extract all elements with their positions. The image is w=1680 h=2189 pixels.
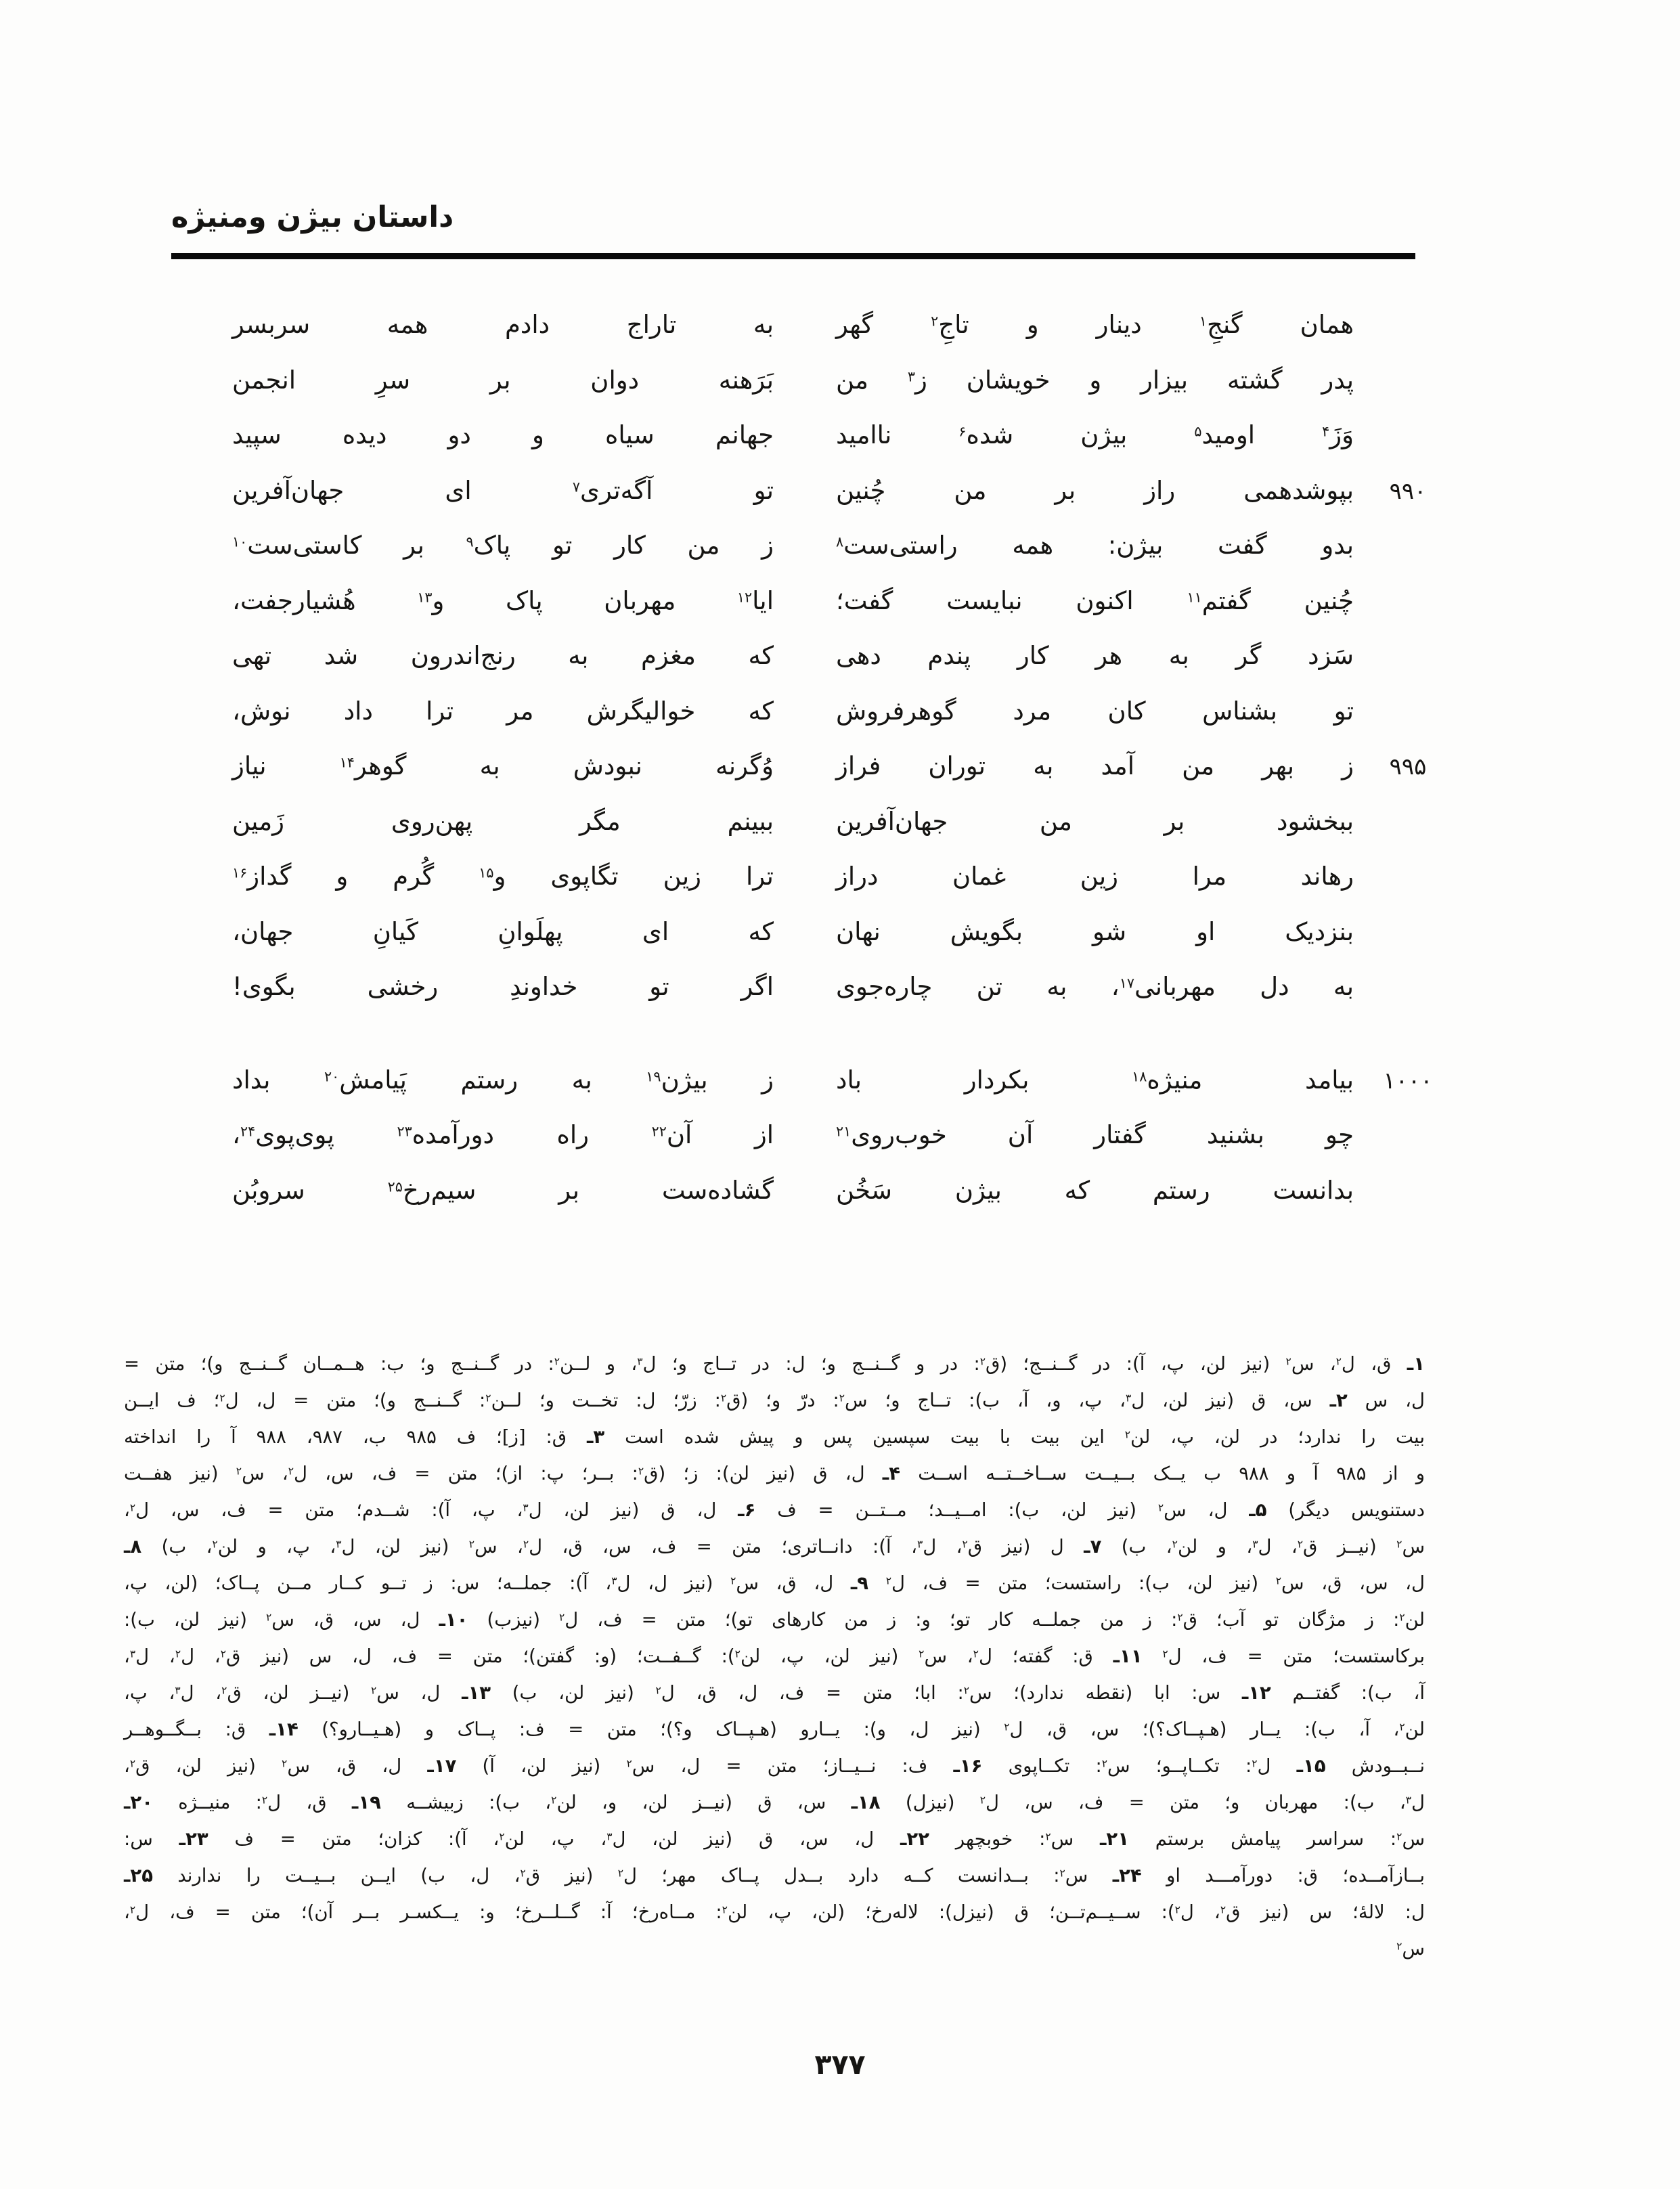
hemistich-second: وُگرنه نبودش به گوهر$^{۱۴}$ نیاز: [232, 751, 774, 780]
footnote-line: ۱ـ ق، ل$^۲$، س$^۲$ (نیز لن، پ، آ): در گــنــج؛ (ق$^۲$: در و گــنــج و؛ ل: در تــاج و؛ ل$^۳$، و لــن$^۲$: در گــنــج و؛ ب: هــمــان گــنــج و)؛ متن =: [124, 1353, 1425, 1375]
hemistich-first: چو بشنید گفتار آن خوب‌روی$^{۲۱}$: [836, 1120, 1354, 1149]
verse-row: [218, 692, 1462, 730]
verse-row: [218, 306, 1462, 344]
hemistich-second: بَرَهنه دوان بر سرِ انجمن: [232, 365, 774, 395]
verse-number: ۱۰۰۰: [1383, 1067, 1433, 1094]
hemistich-first: چُنین گفتم$^{۱۱}$ اکنون نبایست گفت؛: [836, 585, 1354, 615]
hemistich-first: وَزَ$^۴$ اومید$^۵$ بیژن شده$^۶$ ناامید: [836, 420, 1354, 449]
hemistich-first: بپوشدهمی راز بر من چُنین: [836, 475, 1354, 505]
footnote-line: نــبــودش ۱۵ـ ل$^۲$: تکــاپــو؛ س$^۲$: تکــاپوی ۱۶ـ ف: نــیــاز؛ متن = ل، س$^۲$ (نیز لن، آ) ۱۷ـ ل، ق، س$^۲$ (نیز لن، ق$^۲$،: [124, 1755, 1425, 1777]
hemistich-first: به دل مهربانی$^{۱۷}$، به تن چاره‌جوی: [836, 972, 1354, 1001]
hemistich-first: ز بهر من آمد به توران فراز: [836, 751, 1354, 780]
page-title: داستان بیژن ومنیژه: [171, 200, 454, 234]
footnote-line: بیت را ندارد؛ در لن، پ، لن$^۲$ این بیت با بیت سپسین پس و پیش شده است ۳ـ ق: [ز]؛ ف ۹۸۵ ب، ۹۸۷، ۹۸۸ آ را انداخته: [124, 1426, 1425, 1448]
hemistich-second: ترا زین تگاپوی و$^{۱۵}$ گُرم و گداز$^{۱۶}$: [232, 862, 774, 891]
footnote-line: و از ۹۸۵ آ و ۹۸۸ ب یــک بــیــت ســاخــتــه اســت ۴ـ ل، ق (نیز لن): ز؛ (ق$^۲$: بــر؛ پ: از)؛ متن = ف، س، ل$^۲$، س$^۲$ (نیز هفــت: [124, 1463, 1425, 1484]
hemistich-first: پدر گشته بیزار و خویشان ز$^۳$ من: [836, 365, 1354, 395]
verse-row: [218, 1172, 1462, 1210]
hemistich-second: که مغزم به رنج‌اندرون شد تهی: [232, 641, 774, 670]
hemistich-first: همان گنجِ$^۱$ دینار و تاجِ$^۲$ گهر: [836, 310, 1354, 339]
hemistich-first: رهاند مرا زین غمان دراز: [836, 862, 1354, 891]
verse-row: [218, 416, 1462, 454]
hemistich-first: ببخشود بر من جهان‌آفرین: [836, 806, 1354, 836]
verse-row: [218, 747, 1462, 785]
footnote-line: ل، س ۲ـ س، ق (نیز لن، ل$^۳$، پ، و، آ، ب): تــاج و؛ س$^۲$: درّ و؛ (ق$^۲$: زرّ؛ ل: تخــت و؛ لــن$^۲$: گــنــج و)؛ متن = ل، ل$^۲$؛ ف ایــن: [124, 1390, 1425, 1411]
hemistich-second: از آن$^{۲۲}$ راه دورآمده$^{۲۳}$ پوی‌پوی$^{۲۴}$،: [232, 1120, 774, 1149]
header-rule: [171, 253, 1415, 259]
hemistich-second: به تاراج دادم همه سربسر: [232, 310, 774, 339]
verse-number: ۹۹۰: [1389, 477, 1427, 505]
footnote-line: س$^۲$: [1396, 1938, 1425, 1960]
verse-row: [218, 527, 1462, 565]
hemistich-second: گشاده‌ست بر سیم‌رخ$^{۲۵}$ سروبُن: [232, 1175, 774, 1205]
footnote-line: س$^۲$: سراسر پیامش برستم ۲۱ـ س$^۲$: خوبچهر ۲۲ـ ل، س، ق (نیز لن، ل$^۳$، پ، لن$^۲$، آ): کزان؛ متن = ف ۲۳ـ س:: [124, 1828, 1425, 1850]
hemistich-first: بیامد منیژه$^{۱۸}$ بکردار باد: [836, 1065, 1354, 1094]
hemistich-second: اگر تو خداوندِ رخشی بگوی!: [232, 972, 774, 1001]
footnote-line: ل، س، ق، س$^۲$ (نیز لن، ب): راستست؛ متن = ف، ل$^۲$ ۹ـ ل، ق، س$^۲$ (نیز ل، ل$^۳$، آ): جملــه؛ س: ز تــو کــار مــن پــاک؛ (لن، پ،: [124, 1572, 1425, 1594]
footnote-line: ل$^۳$، ب): مهربان و؛ متن = ف، س، ل$^۲$ (نیزل) ۱۸ـ س، ق (نیــز لن، و، لن$^۲$، ب): زبیشــه ۱۹ـ ق، ل$^۲$: منیــژه ۲۰ـ: [124, 1792, 1425, 1813]
hemistich-second: ز بیژن$^{۱۹}$ به رستم پَیامش$^{۲۰}$ بداد: [232, 1065, 774, 1094]
footnote-line: لن$^۲$، آ، ب): یــار (هـپــاک؟)؛ س، ق، ل$^۲$ (نیز ل، و): یــارو (هـپــاک و؟)؛ متن = ف: پــاک و (هـیــارو؟) ۱۴ـ ق: بــگــوهــر: [124, 1719, 1425, 1740]
page-number: ۳۷۷: [814, 2048, 866, 2081]
verse-number: ۹۹۵: [1389, 753, 1427, 780]
verse-row: [218, 858, 1462, 896]
footnote-line: دستنویس دیگر) ۵ـ ل، س$^۲$ (نیز لن، ب): امــیــد؛ مــتــن = ف ۶ـ ل، ق (نیز لن، ل$^۳$، پ، آ): شــدم؛ متن = ف، س، ل$^۲$،: [124, 1499, 1425, 1521]
hemistich-second: ز من کار تو پاک$^۹$ بر کاستی‌ست$^{۱۰}$: [232, 531, 774, 560]
footnote-line: لن$^۲$: ز مژگان تو آب؛ ق$^۲$: ز من جملــه کار تو؛ و: ز من کارهای تو)؛ متن = ف، ل$^۲$ (نیزب) ۱۰ـ ل، س، ق، س$^۲$ (نیز لن، ب):: [124, 1609, 1425, 1631]
footnote-line: بــازآمــده؛ ق: دورآمـــد او ۲۴ـ س$^۲$: بــدانست کــه دارد بــدل پــاک مهر؛ ل$^۲$ (نیز ق$^۲$، ل، ب) ایــن بــیــت را ندارند ۲۵ـ: [124, 1865, 1425, 1886]
hemistich-first: بنزدیک او شو بگویش نهان: [836, 916, 1354, 946]
critical-apparatus: [124, 1346, 1425, 1967]
hemistich-first: تو بشناس کان مرد گوهرفروش: [836, 696, 1354, 726]
hemistich-second: تو آگه‌تری$^۷$ ای جهان‌آفرین: [232, 475, 774, 505]
verse-row: [218, 803, 1462, 841]
hemistich-second: ایا$^{۱۲}$ مهربان پاک و$^{۱۳}$ هُشیارجفت،: [232, 585, 774, 615]
verse-row: [218, 472, 1462, 510]
verse-row: [218, 968, 1462, 1006]
footnote-line: ل: لالۀ؛ س (نیز ق$^۲$، ل$^۲$): ســیــم‌تــن؛ ق (نیزل): لاله‌رخ؛ (لن، پ، لن$^۲$: مــاه‌رخ؛ آ: گــلــرخ؛ و: یــکسـر بــر آن)؛ متن = ف، ل$^۲$،: [124, 1901, 1425, 1923]
verse-row: [218, 637, 1462, 675]
hemistich-second: ببینم مگر پهن‌روی زَمین: [232, 806, 774, 836]
hemistich-first: بدانست رستم که بیژن سَخُن: [836, 1175, 1354, 1205]
verse-row: [218, 1116, 1462, 1154]
poem-block: [218, 306, 1462, 1226]
verse-row: [218, 582, 1462, 620]
hemistich-second: جهانم سیاه و دو دیده سپید: [232, 420, 774, 449]
verse-row: [218, 1061, 1462, 1099]
footnote-line: برکاستست؛ متن = ف، ل$^۲$ ۱۱ـ ق: گفته؛ ل$^۲$، س$^۲$ (نیز لن، پ، لن$^۲$): گــفــت؛ (و: گفتن)؛ متن = ف، ل، س (نیز ق$^۲$، ل$^۲$، ل$^۳$،: [124, 1645, 1425, 1667]
hemistich-second: که ای پهلَوانِ کَیانِ جهان،: [232, 916, 774, 946]
hemistich-second: که خوالیگرش مر ترا داد نوش،: [232, 696, 774, 726]
hemistich-first: سَزد گر به هر کار پندم دهی: [836, 641, 1354, 670]
verse-row: [218, 361, 1462, 399]
verse-row: [218, 913, 1462, 951]
footnote-line: آ، ب): گفتــم ۱۲ـ س: ابا (نقطه ندارد)؛ س$^۲$: ابا؛ متن = ف، ل، ق، ل$^۲$ (نیز لن، ب) ۱۳ـ ل، س$^۲$ (نیــز لن، ق$^۲$، ل$^۳$، پ،: [124, 1682, 1425, 1704]
footnote-line: س$^۲$ (نیــز ق$^۲$، ل$^۳$، و لن$^۲$، ب) ۷ـ ل (نیز ق$^۲$، ل$^۳$، آ): دانــاتری؛ متن = ف، س، ق، ل$^۲$، س$^۲$ (نیز لن، ل$^۳$، پ، و لن$^۲$، ب) ۸ـ: [124, 1536, 1425, 1557]
hemistich-first: بدو گفت بیژن: همه راستی‌ست$^۸$: [836, 531, 1354, 560]
